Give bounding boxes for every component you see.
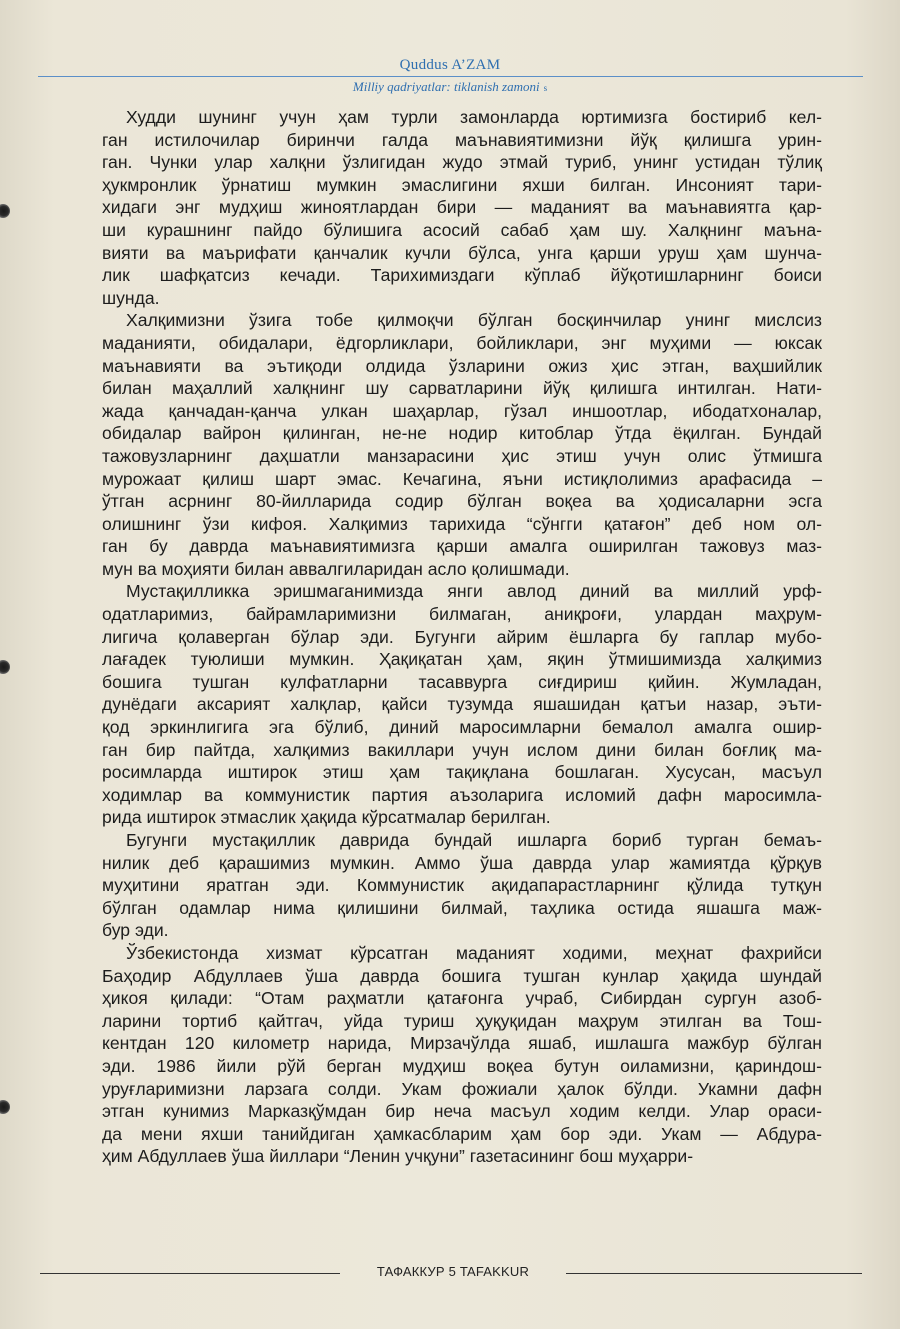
- text-line: ши курашнинг пайдо бўлишига асосий сабаб ҳам шу. Халқнинг маъна-: [102, 219, 822, 240]
- text-line: Ўзбекистонда хизмат кўрсатган маданият ходими, меҳнат фахрийси: [126, 942, 822, 963]
- text-line: Мустақилликка эришмаганимизда янги авлод диний ва миллий урф-: [126, 581, 822, 602]
- text-line: мурожаат қилиш шарт эмас. Кечагина, яъни истиқлолимиз арафасида –: [102, 468, 822, 489]
- binding-hole-3: [0, 1100, 10, 1114]
- paragraph: [102, 942, 822, 1168]
- text-line: жада қанчадан-қанча улкан шаҳарлар, гўзал иншоотлар, ибодатхоналар,: [102, 400, 822, 421]
- text-line: ҳикоя қилади: “Отам раҳматли қатағонга учраб, Сибирдан сургун азоб-: [102, 988, 822, 1009]
- text-line: обидалар вайрон қилинган, не-не нодир китоблар ўтда ёқилган. Бундай: [102, 423, 822, 444]
- text-line: росимларда иштирок этиш ҳам тақиқлана бошлаган. Хусусан, масъул: [102, 762, 822, 783]
- text-line: ган бу даврда маънавиятимизга қарши амалга оширилган тажовуз маз-: [102, 536, 822, 557]
- text-line: билан маҳаллий халқнинг шу сарватларини йўқ қилишга интилган. Нати-: [102, 378, 822, 399]
- text-line: маънавияти ва эътиқоди олдида ўзларини ожиз ҳис этган, ваҳшийлик: [102, 355, 822, 376]
- text-line: дунёдаги аксарият халқлар, қайси тузумда яшашидан қатъи назар, эъти-: [102, 694, 822, 715]
- paragraph: [102, 580, 822, 829]
- text-line: ҳим Абдуллаев ўша йиллари “Ленин учқуни” газетасининг бош муҳарри-: [102, 1146, 694, 1167]
- running-header-author: Quddus A’ZAM: [399, 57, 501, 73]
- text-line: Халқимизни ўзига тобе қилмоқчи бўлган босқинчилар унинг мислсиз: [126, 310, 822, 331]
- text-line: бўлган одамлар нима қилишини билмай, таҳлика остида яшашга маж-: [102, 897, 822, 918]
- text-line: рида иштирок этмаслик ҳақида кўрсатмалар берилган.: [102, 807, 551, 828]
- text-line: бур эди.: [102, 920, 169, 941]
- text-line: лағадек туюлиши мумкин. Ҳақиқатан ҳам, яқин ўтмишимизда халқимиз: [102, 649, 822, 670]
- text-line: одатларимиз, байрамларимизни билмаган, аниқроғи, улардан маҳрум-: [102, 604, 822, 625]
- text-line: нилик деб қарашимиз мумкин. Аммо ўша даврда улар жамиятда қўрқув: [102, 852, 822, 873]
- text-line: ларини тортиб қайтгач, уйда туриш ҳуқуқидан маҳрум этилган ва Тош-: [102, 1010, 822, 1031]
- text-line: маданияти, обидалари, ёдгорликлари, бойликлари, энг муҳими — юксак: [102, 332, 822, 353]
- text-line: лигича қолаверган бўлар эди. Бугунги айрим ёшларга бу гаплар мубо-: [102, 626, 822, 647]
- text-line: ган. Чунки улар халқни ўзлигидан жудо этмай туриб, унинг устидан тўлиқ: [102, 152, 822, 173]
- paragraph: [102, 829, 822, 942]
- article-body: [102, 106, 822, 1168]
- header-rule: [38, 76, 863, 77]
- text-line: хидаги энг мудҳиш жиноятлардан бири — маданият ва маънавиятга қар-: [102, 197, 822, 218]
- text-line: ган бир пайтда, халқимиз вакиллари учун ислом дини билан боғлиқ ма-: [102, 739, 822, 760]
- paragraph: [102, 106, 822, 309]
- text-line: уруғларимизни ларзага солди. Укам фожиали ҳалок бўлди. Укамни дафн: [102, 1078, 822, 1099]
- text-line: қод эркинлигига эга бўлиб, диний маросимларни бемалол амалга ошир-: [102, 717, 822, 738]
- binding-hole-2: [0, 660, 10, 674]
- text-line: ган истилочилар биринчи галда маънавиятимизни йўқ қилишга урин-: [102, 129, 822, 150]
- text-line: лик шафқатсиз кечади. Тарихимиздаги кўплаб йўқотишларнинг боиси: [102, 265, 822, 286]
- text-line: эди. 1986 йили рўй берган мудҳиш воқеа бутун оиламизни, қариндош-: [102, 1055, 822, 1076]
- text-line: да мени яхши танийдиган ҳамкасбларим ҳам бор эди. Укам — Абдура-: [102, 1123, 822, 1144]
- text-line: олишнинг ўзи кифоя. Халқимиз тарихида “сўнгги қатағон” деб ном ол-: [102, 513, 822, 534]
- footer-rule-left: [40, 1273, 340, 1274]
- text-line: бошига тушган кулфатларни тасаввурга сиғдириш қийин. Жумладан,: [102, 671, 822, 692]
- text-line: ходимлар ва коммунистик партия аъзоларига исломий дафн маросимла-: [102, 784, 822, 805]
- text-line: кентдан 120 километр нарида, Мирзачўлда яшаб, ишлашга мажбур бўлган: [102, 1033, 822, 1054]
- text-line: мун ва моҳияти билан аввалгиларидан асло қолишмади.: [102, 558, 570, 579]
- text-line: муҳитини яратган эди. Коммунистик ақидапарастларнинг қўлида тутқун: [102, 875, 822, 896]
- subtitle-text: Milliy qadriyatlar: tiklanish zamoni: [352, 79, 540, 94]
- text-line: шунда.: [102, 287, 160, 308]
- footer-rule-right: [566, 1273, 862, 1274]
- text-line: тажовузларнинг даҳшатли манзарасини ҳис этиш учун олис ўтмишга: [102, 445, 822, 466]
- text-line: вияти ва маърифати қанчалик кучли бўлса, унга қарши уруш ҳам шунча-: [102, 242, 822, 263]
- text-line: ҳукмронлик ўрнатиш мумкин эмаслигини яхши билган. Инсоният тари-: [102, 174, 822, 195]
- binding-hole-1: [0, 204, 10, 218]
- paragraph: [102, 309, 822, 580]
- running-header-subtitle: [0, 79, 900, 95]
- text-line: ўтган асрнинг 80-йилларида содир бўлган воқеа ва ҳодисаларни эсга: [102, 491, 822, 512]
- text-line: этган кунимиз Марказқўмдан бир неча масъул ходим келди. Улар ораси-: [102, 1101, 822, 1122]
- footer-page-label: ТАФАККУР 5 TAFAKKUR: [376, 1264, 530, 1279]
- text-line: Бугунги мустақиллик даврида бундай ишларга бориб турган бемаъ-: [126, 830, 822, 850]
- page-mark: s: [543, 83, 548, 93]
- text-line: Баҳодир Абдуллаев ўша даврда бошига тушган кунлар ҳақида шундай: [102, 965, 822, 986]
- text-line: Худди шунинг учун ҳам турли замонларда юртимизга бостириб кел-: [126, 107, 822, 127]
